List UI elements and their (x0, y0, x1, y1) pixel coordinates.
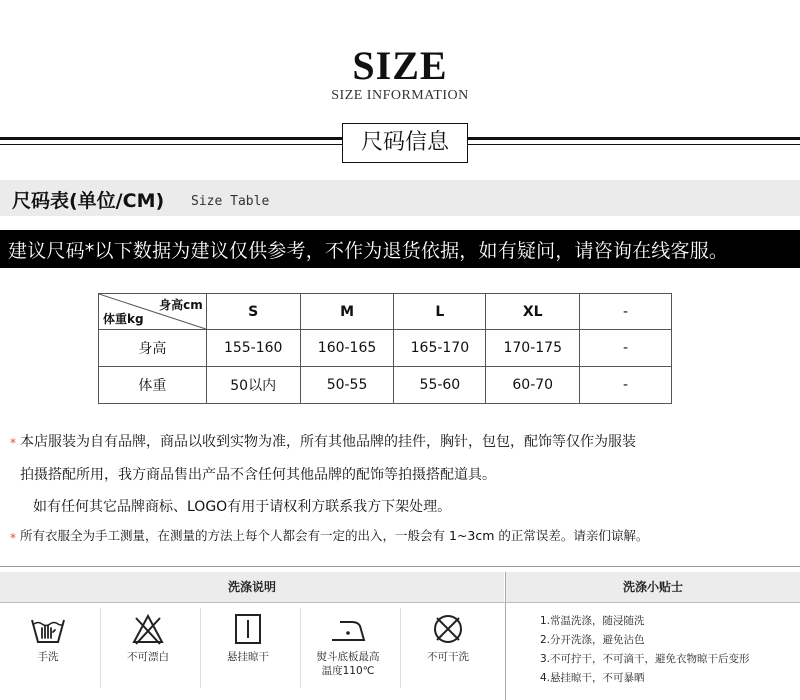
iron-icon (328, 612, 368, 646)
size-subtitle: SIZE INFORMATION (331, 88, 469, 103)
no-bleach-icon (128, 612, 168, 646)
divider-right (468, 137, 800, 140)
table-cell: 50以内 (206, 367, 300, 404)
table-cell: 155-160 (206, 330, 300, 367)
header-m: M (300, 294, 394, 330)
table-cell: 170-175 (486, 330, 580, 367)
header-blank: - (580, 294, 672, 330)
hand-wash-icon (28, 612, 68, 646)
size-table-bar-english: Size Table (191, 194, 270, 209)
note-line-3: 如有任何其它品牌商标、LOGO有用于请权利方联系我方下架处理。 (33, 499, 452, 515)
header-xl: XL (486, 294, 580, 330)
note-line-4: 所有衣服全为手工测量，在测量的方法上每个人都会有一定的出入，一般会有 1~3cm 的正常误差。请亲们谅解。 (20, 528, 649, 543)
care-tip: 3.不可拧干，不可滴干，避免衣物晾干后变形 (540, 653, 750, 665)
header-s: S (206, 294, 300, 330)
care-tip: 2.分开洗涤，避免沾色 (540, 634, 645, 646)
header-l: L (394, 294, 486, 330)
table-cell: 55-60 (394, 367, 486, 404)
care-row-divider (0, 602, 800, 603)
care-label: 不可干洗 (427, 651, 469, 663)
care-tip: 4.悬挂晾干，不可暴晒 (540, 672, 645, 684)
corner-weight-label: 体重kg (103, 312, 144, 326)
care-item-no-dry-clean (400, 612, 496, 664)
table-cell: - (580, 367, 672, 404)
row-label-weight: 体重 (99, 367, 207, 404)
care-item-hang-dry (200, 612, 296, 664)
divider-left-thin (0, 144, 342, 145)
care-label: 不可漂白 (127, 651, 169, 663)
care-item-hand-wash (0, 612, 96, 664)
corner-height-label: 身高cm (159, 298, 203, 312)
table-row (99, 367, 672, 404)
table-cell: 165-170 (394, 330, 486, 367)
table-cell: 50-55 (300, 367, 394, 404)
care-label: 悬挂晾干 (227, 651, 269, 663)
no-dry-clean-icon (428, 612, 468, 646)
table-cell: 160-165 (300, 330, 394, 367)
table-row (99, 330, 672, 367)
care-label-line-2: 温度110℃ (321, 665, 375, 677)
row-label-height: 身高 (99, 330, 207, 367)
size-table (98, 293, 672, 404)
care-item-no-bleach (100, 612, 196, 664)
care-label-line-1: 熨斗底板最高 (316, 651, 380, 663)
table-header-row (99, 294, 672, 330)
size-title: SIZE (352, 43, 448, 88)
table-cell: 60-70 (486, 367, 580, 404)
note-line-2: 拍摄搭配所用，我方商品售出产品不含任何其他品牌的配饰等拍摄搭配道具。 (20, 467, 496, 483)
care-tip: 1.常温洗涤，随浸随洗 (540, 615, 645, 627)
care-top-border (0, 566, 800, 567)
divider-right-thin (468, 144, 800, 145)
care-tips-title: 洗涤小贴士 (506, 572, 800, 602)
care-label (300, 650, 396, 678)
note-star: * (10, 436, 16, 450)
care-instructions-title: 洗涤说明 (0, 572, 504, 602)
note-line-1: 本店服装为自有品牌，商品以收到实物为准，所有其他品牌的挂件，胸针，包包，配饰等仅作为服装 (20, 434, 636, 450)
table-corner-cell (99, 294, 207, 330)
care-label: 手洗 (37, 651, 59, 663)
table-cell: - (580, 330, 672, 367)
hang-dry-icon (228, 612, 268, 646)
section-label: 尺码信息 (342, 123, 468, 163)
size-table-bar-title: 尺码表(单位/CM) (12, 190, 165, 212)
note-star: * (10, 531, 16, 545)
care-item-iron (300, 612, 396, 678)
advice-bar-text: 建议尺码*以下数据为建议仅供参考，不作为退货依据，如有疑问，请咨询在线客服。 (8, 240, 729, 262)
care-divider (505, 572, 506, 700)
divider-left (0, 137, 342, 140)
